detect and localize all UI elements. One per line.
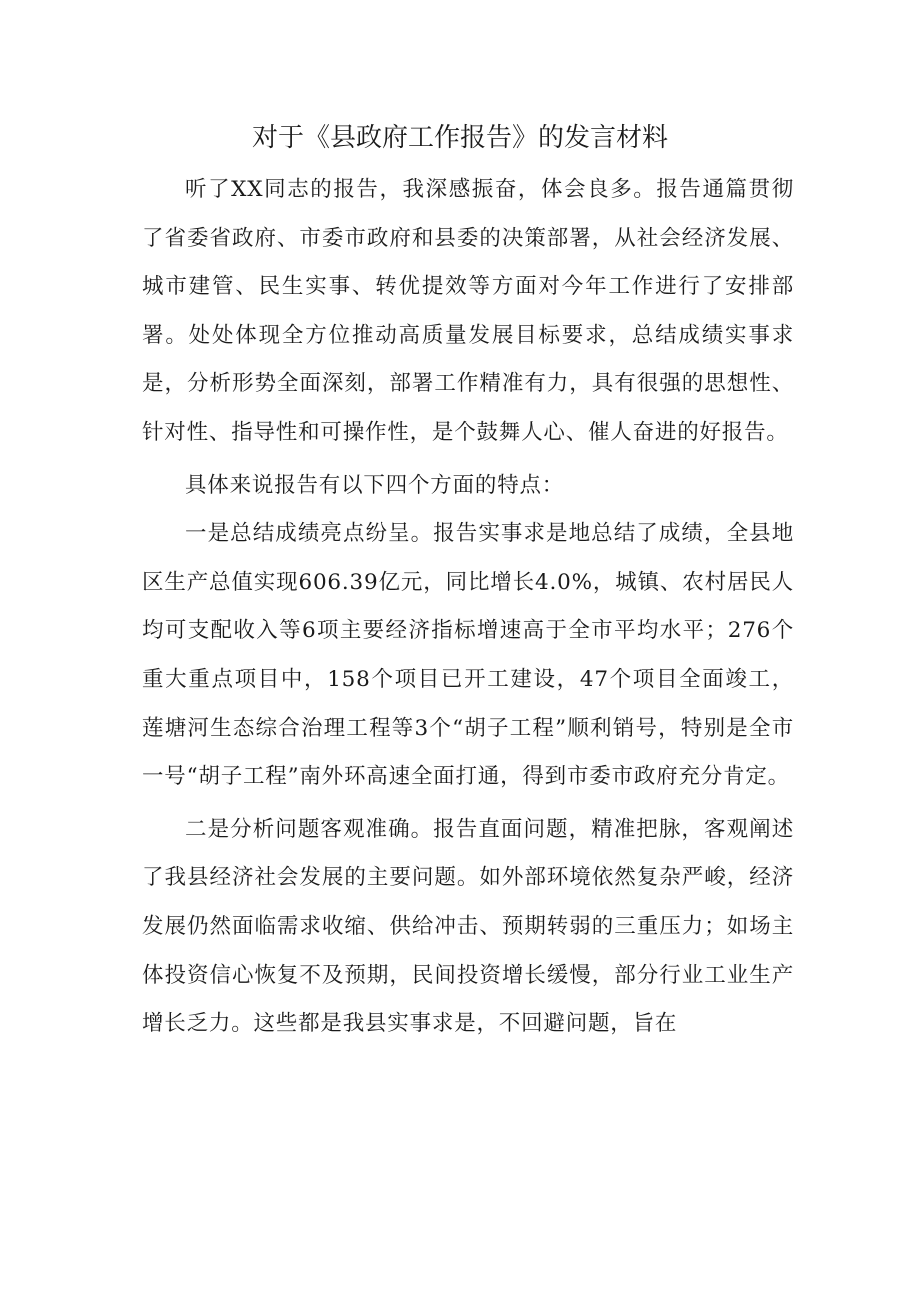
document-title: 对于《县政府工作报告》的发言材料: [251, 123, 668, 153]
paragraph-point-one: 一是总结成绩亮点纷呈。报告实事求是地总结了成绩，全县地区生产总值实现606.39亿元，同比增长4.0%，城镇、农村居民人均可支配收入等6项主要经济指标增速高于全市平均水平；276个重大重点项目中，158个项目已开工建设，47个项目全面竣工，莲塘河生态综合治理工程等3个“胡子工程”顺利销号，特别是全市一号“胡子工程”南外环高速全面打通，得到市委市政府充分肯定。: [142, 521, 794, 790]
document-body: [142, 166, 794, 1049]
paragraph-point-two: 二是分析问题客观准确。报告直面问题，精准把脉，客观阐述了我县经济社会发展的主要问题。如外部环境依然复杂严峻，经济发展仍然面临需求收缩、供给冲击、预期转弱的三重压力；如场主体投资信心恢复不及预期，民间投资增长缓慢，部分行业工业生产增长乏力。这些都是我县实事求是，不回避问题，旨在: [142, 816, 794, 1037]
paragraph-features-lead: 具体来说报告有以下四个方面的特点：: [185, 472, 565, 498]
paragraph-intro: 听了XX同志的报告，我深感振奋，体会良多。报告通篇贯彻了省委省政府、市委市政府和县委的决策部署，从社会经济发展、城市建管、民生实事、转优提效等方面对今年工作进行了安排部署。处处体现全方位推动高质量发展目标要求，总结成绩实事求是，分析形势全面深刻，部署工作精准有力，具有很强的思想性、针对性、指导性和可操作性，是个鼓舞人心、催人奋进的好报告。: [142, 177, 794, 445]
